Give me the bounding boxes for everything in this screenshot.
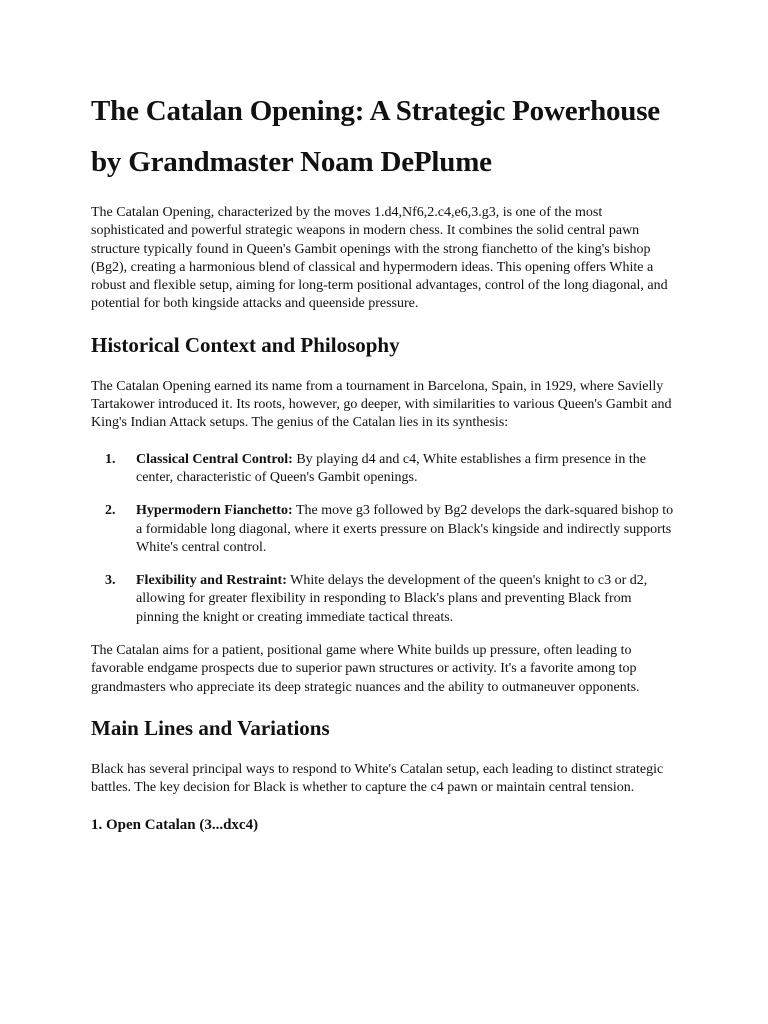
list-item bbox=[91, 451, 677, 488]
section-heading-main-lines: Main Lines and Variations bbox=[91, 715, 330, 740]
author-byline: by Grandmaster Noam DePlume bbox=[91, 146, 492, 178]
history-paragraph: The Catalan Opening earned its name from a tournament in Barcelona, Spain, in 1929, where Savielly Tartakower introduced it. Its roots, however, go deeper, with similarities to various Queen's Gambit and King's Indian Attack setups. The genius of the Catalan lies in its synthesis: bbox=[91, 378, 672, 431]
list-item bbox=[91, 572, 677, 627]
list-item-text: White delays the development of the queen's knight to c3 or d2, allowing for greater flexibility in responding to Black's plans and preventing Black from pinning the knight or creating immediate tactical threats. bbox=[136, 573, 648, 625]
section-heading-history: Historical Context and Philosophy bbox=[91, 332, 400, 357]
list-item-term: Classical Central Control: bbox=[136, 451, 293, 467]
list-item-text: By playing d4 and c4, White establishes a firm presence in the center, characteristic of Queen's Gambit openings. bbox=[136, 451, 646, 485]
synthesis-list bbox=[91, 451, 677, 627]
list-item-term: Hypermodern Fianchetto: bbox=[136, 503, 293, 519]
document-title: The Catalan Opening: A Strategic Powerhouse bbox=[91, 95, 660, 127]
intro-paragraph: The Catalan Opening, characterized by the moves 1.d4,Nf6,2.c4,e6,3.g3, is one of the most sophisticated and powerful strategic weapons in modern chess. It combines the solid central pawn structure typically found in Queen's Gambit openings with the strong fianchetto of the king's bishop (Bg2), creating a harmonious blend of classical and hypermodern ideas. This opening offers White a robust and flexible setup, aiming for long-term positional advantages, control of the long diagonal, and potential for both kingside attacks and queenside pressure. bbox=[91, 205, 668, 312]
document-page bbox=[91, 92, 677, 835]
list-item-text: The move g3 followed by Bg2 develops the dark-squared bishop to a formidable long diagonal, where it exerts pressure on Black's kingside and indirectly supports White's central control. bbox=[136, 503, 674, 555]
list-item-number: 2. bbox=[105, 503, 116, 519]
subsection-heading-open-catalan: 1. Open Catalan (3...dxc4) bbox=[91, 816, 259, 833]
list-item-number: 3. bbox=[105, 573, 116, 589]
history-closing-paragraph: The Catalan aims for a patient, positional game where White builds up pressure, often leading to favorable endgame prospects due to superior pawn structures or activity. It's a favorite among top grandmasters who appreciate its deep strategic nuances and the ability to outmaneuver opponents. bbox=[91, 643, 640, 695]
main-lines-paragraph: Black has several principal ways to respond to White's Catalan setup, each leading to distinct strategic battles. The key decision for Black is whether to capture the c4 pawn or maintain central tension. bbox=[91, 761, 664, 796]
list-item bbox=[91, 502, 677, 557]
list-item-number: 1. bbox=[105, 451, 116, 467]
list-item-term: Flexibility and Restraint: bbox=[136, 573, 287, 589]
